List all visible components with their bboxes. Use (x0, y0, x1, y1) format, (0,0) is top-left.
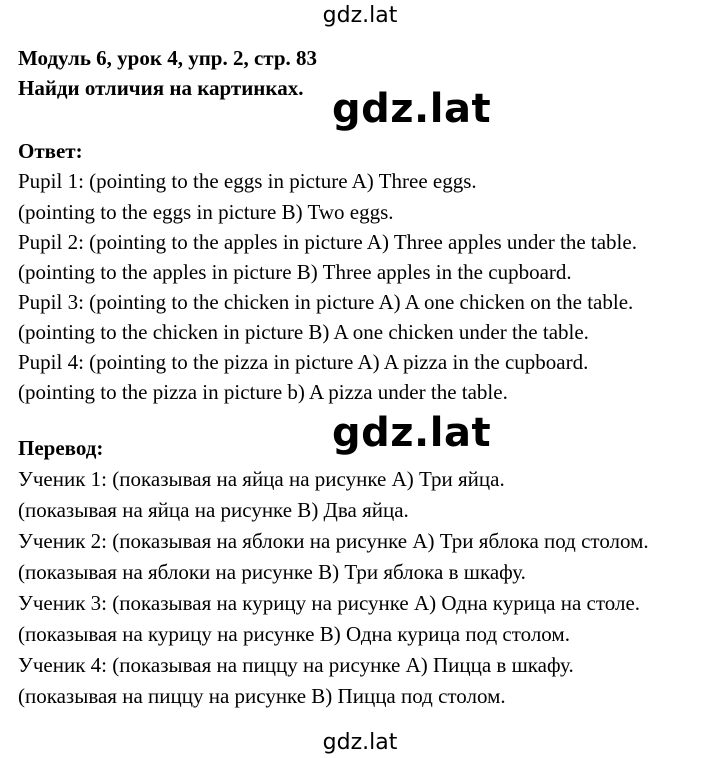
answer-line: Pupil 2: (pointing to the apples in picture A) Three apples under the table. (18, 230, 637, 254)
answer-line: (pointing to the eggs in picture B) Two eggs. (18, 200, 394, 224)
answer-line: Pupil 1: (pointing to the eggs in picture A) Three eggs. (18, 169, 477, 193)
translation-line: (показывая на яблоки на рисунке В) Три яблока в шкафу. (18, 560, 526, 584)
watermark-top: gdz.lat (322, 3, 398, 28)
translation-line: Ученик 4: (показывая на пиццу на рисунке А) Пицца в шкафу. (18, 653, 574, 677)
task-title: Найди отличия на картинках. (18, 76, 304, 100)
answer-line: (pointing to the chicken in picture B) A one chicken under the table. (18, 320, 589, 344)
answer-line: Pupil 4: (pointing to the pizza in picture A) A pizza in the cupboard. (18, 350, 589, 374)
translation-line: (показывая на курицу на рисунке В) Одна курица под столом. (18, 622, 570, 646)
watermark-middle-1: gdz.lat (332, 86, 492, 132)
translation-line: (показывая на пиццу на рисунке В) Пицца под столом. (18, 684, 506, 708)
translation-line: Ученик 2: (показывая на яблоки на рисунке А) Три яблока под столом. (18, 529, 649, 553)
answer-heading: Ответ: (18, 139, 83, 163)
translation-line: Ученик 3: (показывая на курицу на рисунке А) Одна курица на столе. (18, 591, 641, 615)
translation-heading: Перевод: (18, 436, 104, 460)
page-title: Модуль 6, урок 4, упр. 2, стр. 83 (18, 46, 318, 70)
answer-line: (pointing to the apples in picture B) Three apples in the cupboard. (18, 260, 572, 284)
answer-line: (pointing to the pizza in picture b) A pizza under the table. (18, 380, 508, 404)
answer-line: Pupil 3: (pointing to the chicken in picture A) A one chicken on the table. (18, 290, 634, 314)
watermark-middle-2: gdz.lat (332, 410, 492, 456)
watermark-bottom: gdz.lat (322, 730, 398, 755)
translation-line: (показывая на яйца на рисунке В) Два яйца. (18, 498, 409, 522)
translation-line: Ученик 1: (показывая на яйца на рисунке А) Три яйца. (18, 467, 505, 491)
